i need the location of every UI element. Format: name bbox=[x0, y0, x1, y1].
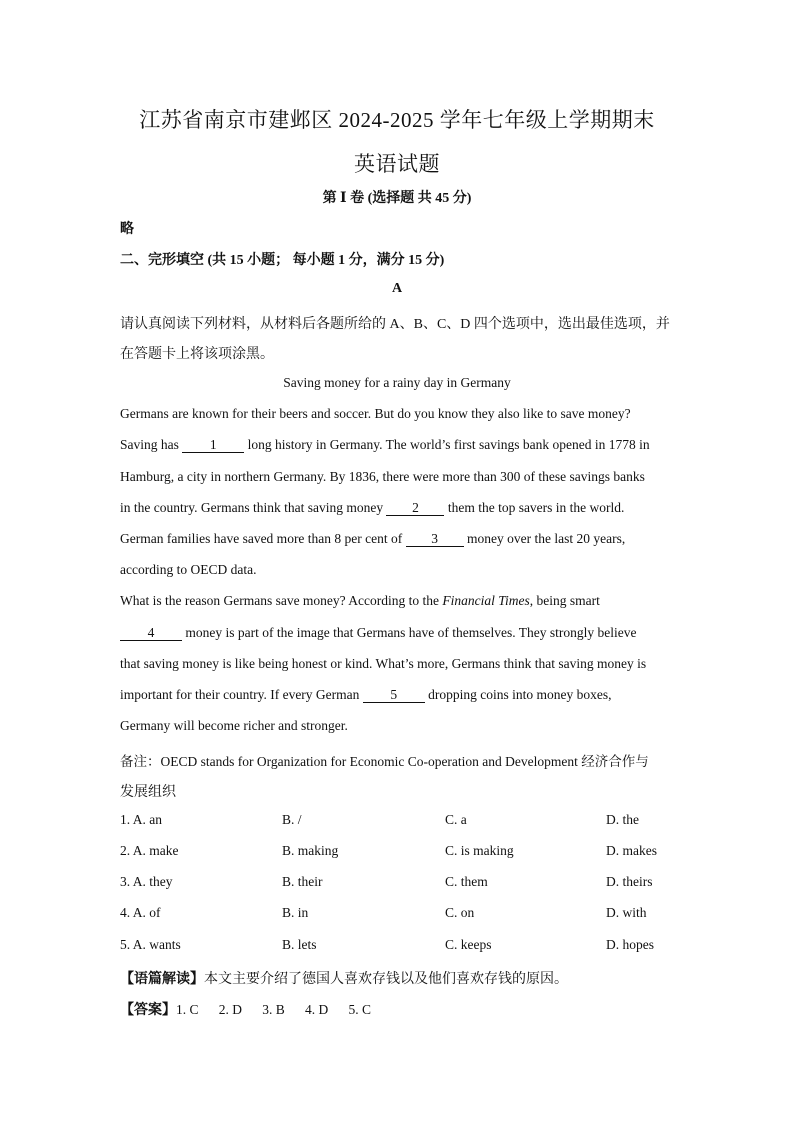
option-5b: B. lets bbox=[282, 937, 317, 952]
passage-line bbox=[120, 625, 637, 641]
passage-line bbox=[120, 500, 624, 516]
option-4b: B. in bbox=[282, 905, 309, 920]
option-3b: B. their bbox=[282, 874, 323, 889]
passage-line: that saving money is like being honest or kind. What’s more, Germans think that saving money is bbox=[120, 656, 647, 671]
answer-line bbox=[120, 999, 371, 1019]
part-label: A bbox=[391, 281, 403, 296]
passage-text: Saving has bbox=[120, 437, 183, 452]
section-heading-2: 二、完形填空 (共 15 小题； 每小题 1 分，满分 15 分) bbox=[120, 253, 445, 268]
passage-text: What is the reason Germans save money? According to the bbox=[120, 593, 443, 608]
instructions-line-1: 请认真阅读下列材料，从材料后各题所给的 A、B、C、D 四个选项中，选出最佳选项，并 bbox=[120, 317, 670, 332]
option-4c: C. on bbox=[445, 905, 475, 920]
blank-1: 1 bbox=[182, 438, 244, 453]
passage-title: Saving money for a rainy day in Germany bbox=[283, 375, 511, 390]
option-1d: D. the bbox=[606, 812, 639, 827]
option-1c: C. a bbox=[445, 812, 467, 827]
option-5a: 5. A. wants bbox=[120, 937, 181, 952]
option-3d: D. theirs bbox=[606, 874, 653, 889]
blank-5: 5 bbox=[363, 688, 425, 703]
option-3a: 3. A. they bbox=[120, 874, 173, 889]
option-2a: 2. A. make bbox=[120, 843, 179, 858]
analysis-line bbox=[120, 968, 568, 988]
blank-2: 2 bbox=[386, 501, 444, 516]
option-2b: B. making bbox=[282, 843, 339, 858]
passage-line: Germany will become richer and stronger. bbox=[120, 718, 348, 733]
answer-items: 1. C 2. D 3. B 4. D 5. C bbox=[176, 1002, 372, 1017]
passage-line: according to OECD data. bbox=[120, 562, 257, 577]
passage-text: money over the last 20 years, bbox=[463, 531, 626, 546]
passage-line: Germans are known for their beers and soccer. But do you know they also like to save money? bbox=[120, 406, 631, 421]
passage-text: , being smart bbox=[529, 593, 600, 608]
instructions-line-2: 在答题卡上将该项涂黑。 bbox=[120, 347, 274, 362]
option-5d: D. hopes bbox=[606, 937, 654, 952]
passage-text: in the country. Germans think that saving money bbox=[120, 500, 387, 515]
option-5c: C. keeps bbox=[445, 937, 492, 952]
source-title: Financial Times bbox=[442, 593, 530, 608]
passage-line bbox=[120, 437, 650, 453]
blank-3: 3 bbox=[406, 532, 464, 547]
analysis-text: 本文主要介绍了德国人喜欢存钱以及他们喜欢存钱的原因。 bbox=[204, 972, 568, 987]
note-line-2: 发展组织 bbox=[120, 785, 176, 800]
option-2c: C. is making bbox=[445, 843, 514, 858]
passage-text: long history in Germany. The world’s first savings bank opened in 1778 in bbox=[244, 437, 650, 452]
passage-line bbox=[120, 687, 612, 703]
option-4d: D. with bbox=[606, 905, 647, 920]
page-subtitle: 英语试题 bbox=[354, 152, 440, 176]
option-2d: D. makes bbox=[606, 843, 657, 858]
answer-label: 【答案】 bbox=[120, 1003, 176, 1018]
passage-text: them the top savers in the world. bbox=[444, 500, 625, 515]
page-title: 江苏省南京市建邺区 2024-2025 学年七年级上学期期末 bbox=[139, 108, 655, 132]
passage-text: German families have saved more than 8 per cent of bbox=[120, 531, 406, 546]
option-4a: 4. A. of bbox=[120, 905, 161, 920]
option-3c: C. them bbox=[445, 874, 488, 889]
option-1a: 1. A. an bbox=[120, 812, 162, 827]
omitted-note: 略 bbox=[120, 222, 134, 237]
passage-line: Hamburg, a city in northern Germany. By 1836, there were more than 300 of these savings banks bbox=[120, 469, 645, 484]
section-heading-1: 第 Ⅰ 卷 (选择题 共 45 分) bbox=[322, 191, 472, 206]
note-line-1: 备注：OECD stands for Organization for Economic Co-operation and Development 经济合作与 bbox=[120, 754, 649, 769]
analysis-label: 【语篇解读】 bbox=[120, 972, 204, 987]
passage-line bbox=[120, 531, 625, 547]
passage-line bbox=[120, 593, 600, 609]
blank-4: 4 bbox=[120, 626, 182, 641]
option-1b: B. / bbox=[282, 812, 302, 827]
passage-text: money is part of the image that Germans have of themselves. They strongly believe bbox=[182, 625, 637, 640]
passage-text: dropping coins into money boxes, bbox=[424, 687, 612, 702]
passage-text: important for their country. If every German bbox=[120, 687, 363, 702]
